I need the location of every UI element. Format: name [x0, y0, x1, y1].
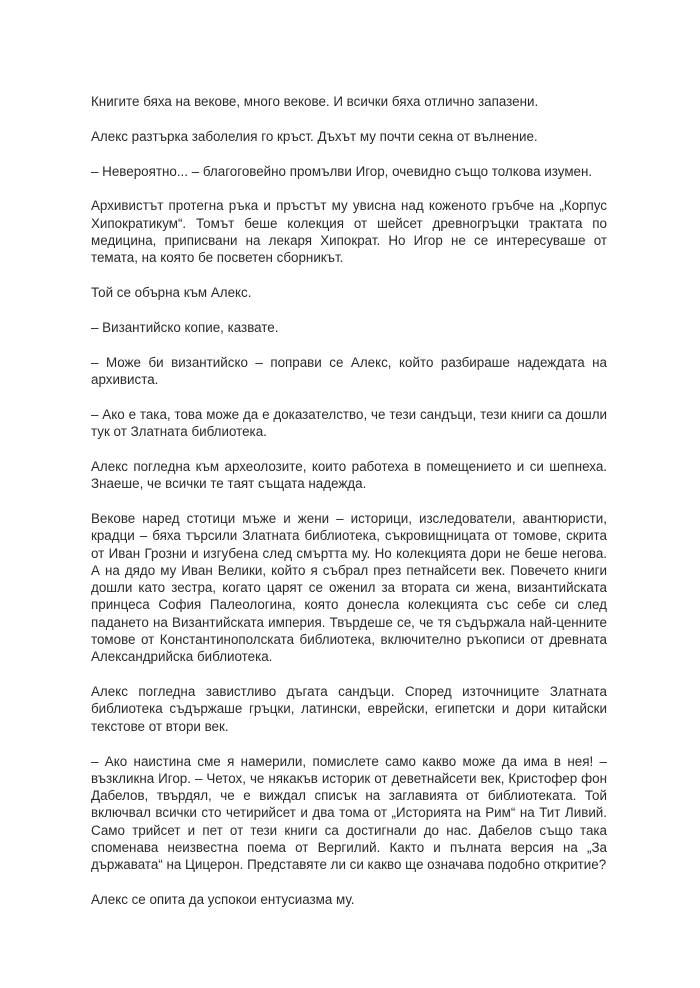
paragraph: Алекс се опита да успокои ентусиазма му. [91, 892, 355, 908]
paragraph: – Може би византийско – поправи се Алекс, който разбираше надеждата на архивиста. [91, 354, 607, 387]
paragraph: Архивистът протегна ръка и пръстът му увисна над коженото гръбче на „Корпус Хипократикум“. Томът беше колекция от шейсет древногръцки трактата по медицина, приписвани на лекаря Хипократ. Но Игор не се интересуваше от темата, на която бе посветен сборникът. [91, 198, 607, 266]
paragraph: Алекс погледна към археолозите, които работеха в помещението и си шепнеха. Знаеше, че всички те таят същата надежда. [91, 458, 607, 492]
paragraph: Алекс погледна завистливо дъгата сандъци. Според източниците Златната библиотека съдържаше гръцки, латински, еврейски, египетски и дори китайски текстове от втори век. [91, 684, 607, 734]
paragraph: Алекс разтърка заболелия го кръст. Дъхът му почти секна от вълнение. [91, 128, 538, 144]
paragraph: – Невероятно... – благоговейно промълви Игор, очевидно също толкова изумен. [91, 163, 593, 179]
paragraph: – Византийско копие, казвате. [91, 319, 279, 335]
paragraph: Той се обърна към Алекс. [91, 285, 252, 301]
paragraph: Векове наред стотици мъже и жени – историци, изследователи, авантюристи, крадци – бяха търсили Златната библиотека, съкровищницата от томове, скрита от Иван Грозни и изгубена след смъртта му. Но колекцията дори не беше негова. А на дядо му Иван Велики, който я събрал през петнайсети век. Повечето книги дошли като зестра, когато царят се оженил за втората си жена, византийската принцеса София Палеологина, която донесла колекцията със себе си след падането на Византийската империя. Твърдеше се, че тя съдържала най-ценните томове от Константинополската библиотека, включително ръкописи от древната Александрийска библиотека. [91, 510, 607, 665]
text-body [91, 93, 607, 926]
paragraph: – Ако наистина сме я намерили, помислете само какво може да има в нея! – възкликна Игор. – Четох, че някакъв историк от деветнайсети век, Кристофер фон Дабелов, твърдял, че е виждал списък на заглавията от библиотеката. Той включвал всички сто четирийсет и два тома от „Историята на Рим“ на Тит Ливий. Само трийсет и пет от тези книги са достигнали до нас. Дабелов също така споменава неизвестна поема от Вергилий. Както и пълната версия на „За държавата“ на Цицерон. Представяте ли си какво ще означава подобно откритие? [91, 753, 607, 873]
paragraph: – Ако е така, това може да е доказателство, че тези сандъци, тези книги са дошли тук от Златната библиотека. [91, 406, 607, 440]
paragraph: Книгите бяха на векове, много векове. И всички бяха отлично запазени. [91, 94, 539, 109]
